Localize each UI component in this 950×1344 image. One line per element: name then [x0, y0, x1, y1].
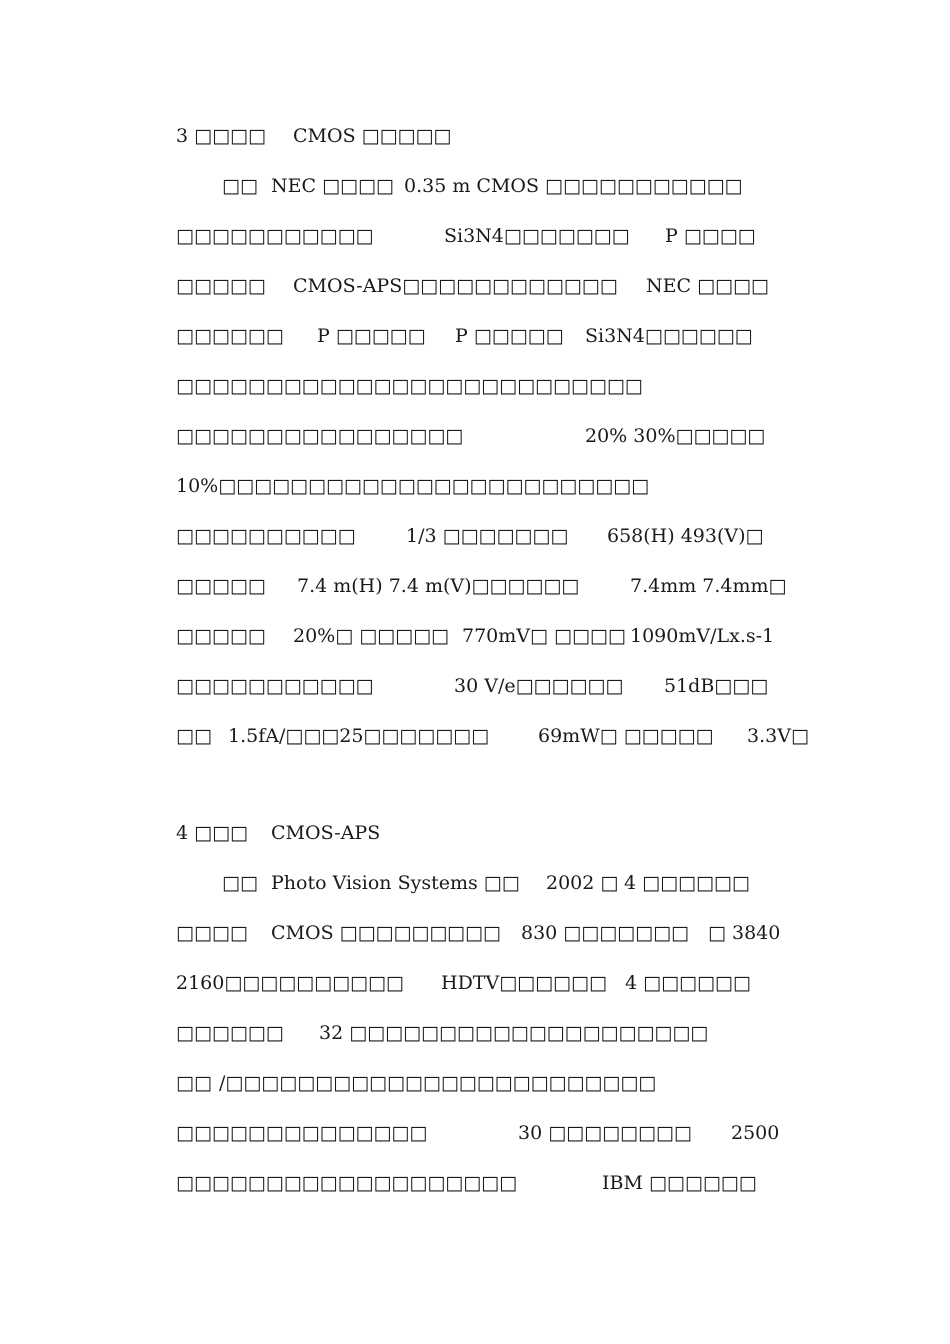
text-segment: □□□ [447, 922, 501, 944]
text-segment: P □□□□□ [317, 325, 426, 347]
text-segment: □□□□□□□□□□□ [176, 675, 374, 697]
text-segment: 7.4mm 7.4mm□ [630, 575, 787, 597]
text-segment: □□□□□□□□□□□ [176, 225, 374, 247]
text-line [0, 969, 950, 997]
text-segment: HDTV□□□□□□ [441, 972, 607, 994]
text-segment: □□ [176, 725, 212, 747]
text-segment: 69mW□ □□□□□ [538, 725, 714, 747]
text-line [0, 422, 950, 450]
text-segment: □□□□□□□□□□□□□□ [176, 1122, 428, 1144]
text-segment: 2500 [731, 1122, 780, 1144]
text-line [0, 572, 950, 600]
text-line [0, 322, 950, 350]
text-segment: 30 V/e□□□□□□ [454, 675, 624, 697]
text-segment: 830 □□□□□□□ [521, 922, 689, 944]
text-segment: □□□□□□□□□□□□□□□□□□□ [176, 1172, 518, 1194]
text-segment: CMOS-APS [271, 822, 381, 844]
text-line [0, 472, 950, 500]
text-segment: 32 □□□□□□□□□□□□□□□□□□□□ [319, 1022, 709, 1044]
text-segment: IBM □□□□□□ [602, 1172, 757, 1194]
text-segment: □□□□□□□□□□ [176, 525, 356, 547]
text-line [0, 122, 950, 150]
text-segment: □□□□□□ [176, 325, 284, 347]
text-segment: 1090mV/Lx.s-1 [630, 625, 775, 647]
text-segment: 658(H) 493(V)□ [607, 525, 764, 547]
text-line [0, 622, 950, 650]
text-segment: □□ [222, 872, 258, 894]
text-segment: 3 □□□□ [176, 125, 266, 147]
text-segment: □□ [176, 1072, 212, 1094]
text-segment: 2002 □ [546, 872, 619, 894]
text-segment: P □□□□ [665, 225, 756, 247]
text-segment: 4 □□□□□□ [625, 972, 751, 994]
text-segment: Si3N4□□□□□□□ [444, 225, 630, 247]
text-segment: 30 □□□□□□□□ [518, 1122, 692, 1144]
text-segment: □□□□□ [176, 575, 266, 597]
text-line [0, 272, 950, 300]
text-segment: □□□□□□□□□□□□□□□□□□□□□□□□□□ [176, 375, 643, 397]
text-segment: 51dB□□□ [664, 675, 769, 697]
text-segment: □□□□ [176, 922, 248, 944]
text-line [0, 372, 950, 400]
text-segment: 1.5fA/□□□25□□□□□□□ [228, 725, 490, 747]
text-line [0, 1119, 950, 1147]
text-line [0, 1019, 950, 1047]
text-segment: 3.3V□ [747, 725, 809, 747]
text-line [0, 522, 950, 550]
text-segment: Si3N4□□□□□□ [585, 325, 753, 347]
text-segment: 1/3 □□□□□□□ [406, 525, 569, 547]
text-line [0, 919, 950, 947]
text-segment: 4 □□□□□□ [624, 872, 750, 894]
text-segment: □□ [222, 175, 258, 197]
text-line [0, 222, 950, 250]
text-segment: P □□□□□ [455, 325, 564, 347]
text-segment: 20% 30%□□□□□ [585, 425, 766, 447]
section-heading [0, 819, 950, 847]
text-segment: □ 3840 [708, 922, 781, 944]
text-segment: NEC □□□□ [271, 175, 394, 197]
text-segment: 20%□ □□□□□ [293, 625, 449, 647]
text-segment: 770mV□ □□□□ [462, 625, 626, 647]
text-segment: NEC □□□□ [646, 275, 769, 297]
text-segment: CMOS-APS□□□□□□□□□□□□ [293, 275, 618, 297]
text-segment: /□□□□□□□□□□□□□□□□□□□□□□□□ [219, 1072, 657, 1094]
text-line [0, 869, 950, 897]
text-line [0, 1069, 950, 1097]
text-segment: Photo Vision Systems □□ [271, 872, 520, 894]
text-segment: 2160□□□□□□□□□□ [176, 972, 404, 994]
text-line [0, 1169, 950, 1197]
text-line [0, 672, 950, 700]
text-segment: 4 □□□ [176, 822, 248, 844]
text-segment: CMOS □□□□□ [293, 125, 452, 147]
text-segment: □□□□□□ [176, 1022, 284, 1044]
text-line [0, 172, 950, 200]
text-segment: □□□□□ [176, 275, 266, 297]
text-segment: CMOS □□□□□□ [271, 922, 448, 944]
text-segment: □□□□□□□□□□□□□□□□ [176, 425, 464, 447]
text-segment: 10%□□□□□□□□□□□□□□□□□□□□□□□□ [176, 475, 650, 497]
text-line [0, 722, 950, 750]
text-segment: □□□□□ [176, 625, 266, 647]
text-segment: 7.4 m(H) 7.4 m(V)□□□□□□ [297, 575, 580, 597]
text-segment: 0.35 m CMOS □□□□□□□□□□□ [404, 175, 743, 197]
